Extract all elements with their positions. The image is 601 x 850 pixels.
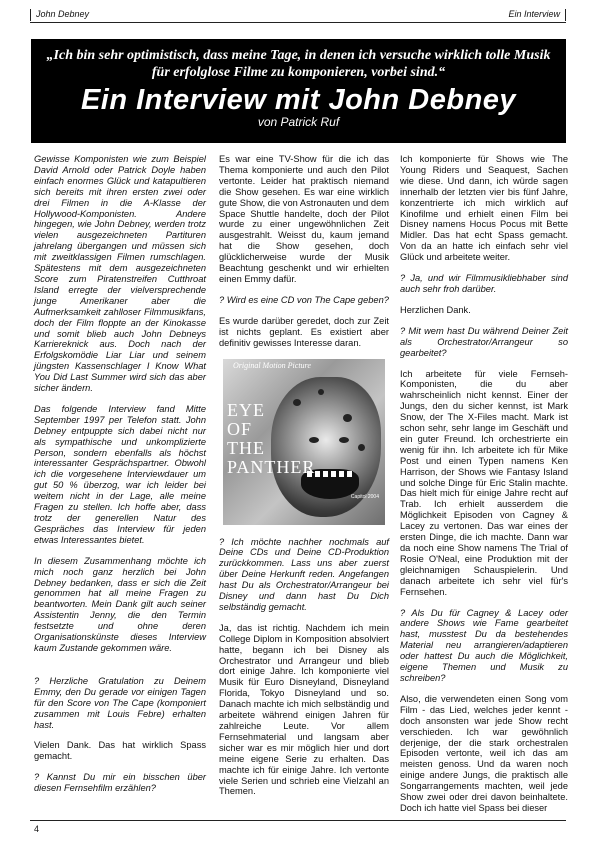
pull-quote: „Ich bin sehr optimistisch, dass meine Tage, in denen ich versuche wirklich tolle Musik für erfolglose Filme zu komponieren, vorbei sind.“ bbox=[46, 48, 551, 80]
header-rule-left bbox=[30, 9, 31, 21]
title-banner bbox=[31, 39, 566, 143]
panther-eye bbox=[339, 437, 349, 443]
intro-paragraph: Das folgende Interview fand Mitte September 1997 per Telefon statt. John Debney entpuppte sich dabei nicht nur als sympathische und unkomplizierte Person, sondern ebenfalls als höchst interessanter Gesprächspartner. Obwohl ich die vorgesehene Interviewdauer um gut 50 % überzog, war ich leider bei weitem nicht in der Lage, alle meine Fragen zu stellen. Ich hoffe aber, dass trotz der generellen Natur des Gespräches das Interview für jeden etwas Interessantes bietet. bbox=[34, 403, 206, 545]
byline: von Patrick Ruf bbox=[257, 115, 340, 129]
cover-label: Capitol 2004 bbox=[350, 493, 379, 500]
answer: Ich arbeitete für viele Fernseh-Komponisten, die du aber wahrscheinlich nicht kennst. Einer der Jungs, den du sicher kennst, ist Mark Snow, der The X-Files macht. Mark ist schon sehr, sehr lange im Geschäft und ein guter Freund. Ich orchestrierte ein wenig für ihn. Ich arbeitete ich für Mike Post und einen Typen namens Ken Harrison, der Shows wie Fantasy Island und solche Dinge für Eric Stalin machte. Das hielt mich für einige Jahre recht auf Trab. Ich erhielt ausserdem die Möglichkeit Episoden von Cagney & Lacey zu vertonen. Das war eines der ersten Dinge, die ich machte. Dann war da noch eine Show namens The Trial of Rosie O'Neal, eine Produktion mit der gleichnamigen Schauspielerin. Und danach arbeitete ich sehr viel für's Fernsehen. bbox=[400, 368, 568, 597]
column-2 bbox=[219, 154, 389, 807]
footer-rule bbox=[30, 820, 566, 821]
panther-spot bbox=[343, 414, 352, 422]
question: ? Ich möchte nachher nochmals auf Deine CDs und Deine CD-Produktion zurückkommen. Lass uns aber zuerst über Deine Herkunft reden. Angefangen hast Du als Orchestrator/Arrangeur bei Disney und dann hast Du Dich selbständig gemacht. bbox=[219, 536, 389, 612]
question: ? Herzliche Gratulation zu Deinem Emmy, den Du gerade vor einigen Tagen für den Score von The Cape (komponiert zusammen mit Louis Febre) erhalten hast. bbox=[34, 675, 206, 730]
question: ? Mit wem hast Du während Deiner Zeit als Orchestrator/Arrangeur so gearbeitet? bbox=[400, 325, 568, 358]
question: ? Wird es eine CD von The Cape geben? bbox=[219, 294, 389, 305]
header-left: John Debney bbox=[36, 9, 90, 19]
page-number: 4 bbox=[34, 824, 40, 834]
intro-paragraph: Gewisse Komponisten wie zum Beispiel David Arnold oder Patrick Doyle haben einfach enormes Glück und katapultieren sich bereits mit ihren ersten zwei oder drei Filmen in die A-Klasse der Hollywood-Komponisten. Andere hingegen, wie John Debney, werden trotz vielen ausgezeichneten Partituren jahrelang übergangen und müssen sich mit zweitklassigen Filmen rumschlagen. Spätestens mit dem ausgezeichneten Score zum Piratenstreifen Cutthroat Island erregte der vielversprechende junge Amerikaner aber die Aufmerksamkeit zahlloser Filmmusikfans, doch der Film floppte an der Kinokasse und somit blieb auch John Debneys Karriereknick aus. Doch nach der Erfolgskomödie Liar Liar und seinem jüngsten Kassenschlager I Know What You Did Last Summer wird sich das aber sicher ändern. bbox=[34, 154, 206, 394]
header-rule-right bbox=[565, 9, 566, 21]
answer: Es wurde darüber geredet, doch zur Zeit ist nichts geplant. Es existiert aber definitiv gewisses Interesse daran. bbox=[219, 315, 389, 348]
answer: Es war eine TV-Show für die ich das Thema komponierte und auch den Pilot vertonte. Leider hat praktisch niemand die Show gesehen. Es war eine wirklich gute Show, die von Astronauten und dem Space Shuttle handelte, doch der Pilot wurde zu einer ungewöhnlichen Zeit ausgestrahlt. Weisst du, kaum jemand hat die Show gesehen, doch glücklicherweise wurde der Musik Beachtung geschenkt und wir erhielten einen Emmy dafür. bbox=[219, 154, 389, 284]
column-3 bbox=[400, 154, 568, 824]
intro-paragraph: In diesem Zusammenhang möchte ich mich noch ganz herzlich bei John Debney bedanken, dass er sich die Zeit genommen hat all meine Fragen zu beantworten. Mein Dank gilt auch seiner Assistentin Jenny, die den Termin festsetzte und ohne deren Organisationskünste dieses Interview kaum Zustande gekommen wäre. bbox=[34, 555, 206, 653]
question: ? Als Du für Cagney & Lacey oder andere Shows wie Fame gearbeitet hast, musstest Du da bestehendes Material neu arrangieren/adaptieren oder hattest Du auch die Möglichkeit, eigene Themen und Musik zu schreiben? bbox=[400, 607, 568, 683]
panther-spot bbox=[318, 389, 324, 395]
answer: Ich komponierte für Shows wie The Young Riders und Seaquest, Sachen wie diese. Und dann, ich würde sagen innerhalb der letzten vier bis fünf Jahre, konzentrierte ich mich wirklich auf Kinofilme und erhielt einen Film bei Disney namens Hocus Pocus mit Bette Midler. Das hat echt Spass gemacht. Von da an hatte ich einfach sehr viel Glück und arbeitete weiter. bbox=[400, 154, 568, 263]
question: ? Ja, und wir Filmmusikliebhaber sind auch sehr froh darüber. bbox=[400, 273, 568, 294]
header-right: Ein Interview bbox=[508, 9, 560, 19]
panther-spot bbox=[358, 444, 365, 451]
answer: Also, die verwendeten einen Song vom Film - das Lied, welches jeder kennt - doch ansonsten war jede Show recht verschieden. Ich war gewöhnlich derjenige, der die stark orchestralen Episoden vertonte, weil ich das am meisten genoss. Und da waren noch einige andere Jungs, die praktisch alle Songarrangements machten, weil jede Show zwei oder drei davon beinhaltete. Doch ich hatte viel Spass bei dieser bbox=[400, 693, 568, 813]
running-header bbox=[30, 8, 566, 23]
cover-top-text: Original Motion Picture bbox=[233, 360, 311, 370]
answer: Ja, das ist richtig. Nachdem ich mein College Diplom in Komposition absolviert hatte, begann ich bei Disney als Orchestrator und Arrangeur und blieb dort einige Jahre. Ich komponierte viel Musik für Euro Disneyland, Disneyland Florida, Tokyo Disneyland und so. Danach machte ich mich selbständig und arbeitete während einigen Jahren für zahlreiche Leute. Vor allem Fernsehmaterial und langsam aber sicher war es mir möglich hier und dort meine eigene Serie zu erhalten. Das machte ich für einige Jahre. Ich vertonte viele Serien und schrieb eine Vielzahl an Themen. bbox=[219, 622, 389, 797]
column-1 bbox=[34, 154, 206, 804]
question: ? Kannst Du mir ein bisschen über diesen Fernsehfilm erzählen? bbox=[34, 772, 206, 794]
article-title: Ein Interview mit John Debney bbox=[80, 84, 517, 116]
cover-title: EYE OF THE PANTHER bbox=[227, 399, 316, 477]
answer: Herzlichen Dank. bbox=[400, 304, 471, 315]
album-cover-image bbox=[223, 359, 385, 525]
answer: Vielen Dank. Das hat wirklich Spass gemacht. bbox=[34, 740, 206, 762]
